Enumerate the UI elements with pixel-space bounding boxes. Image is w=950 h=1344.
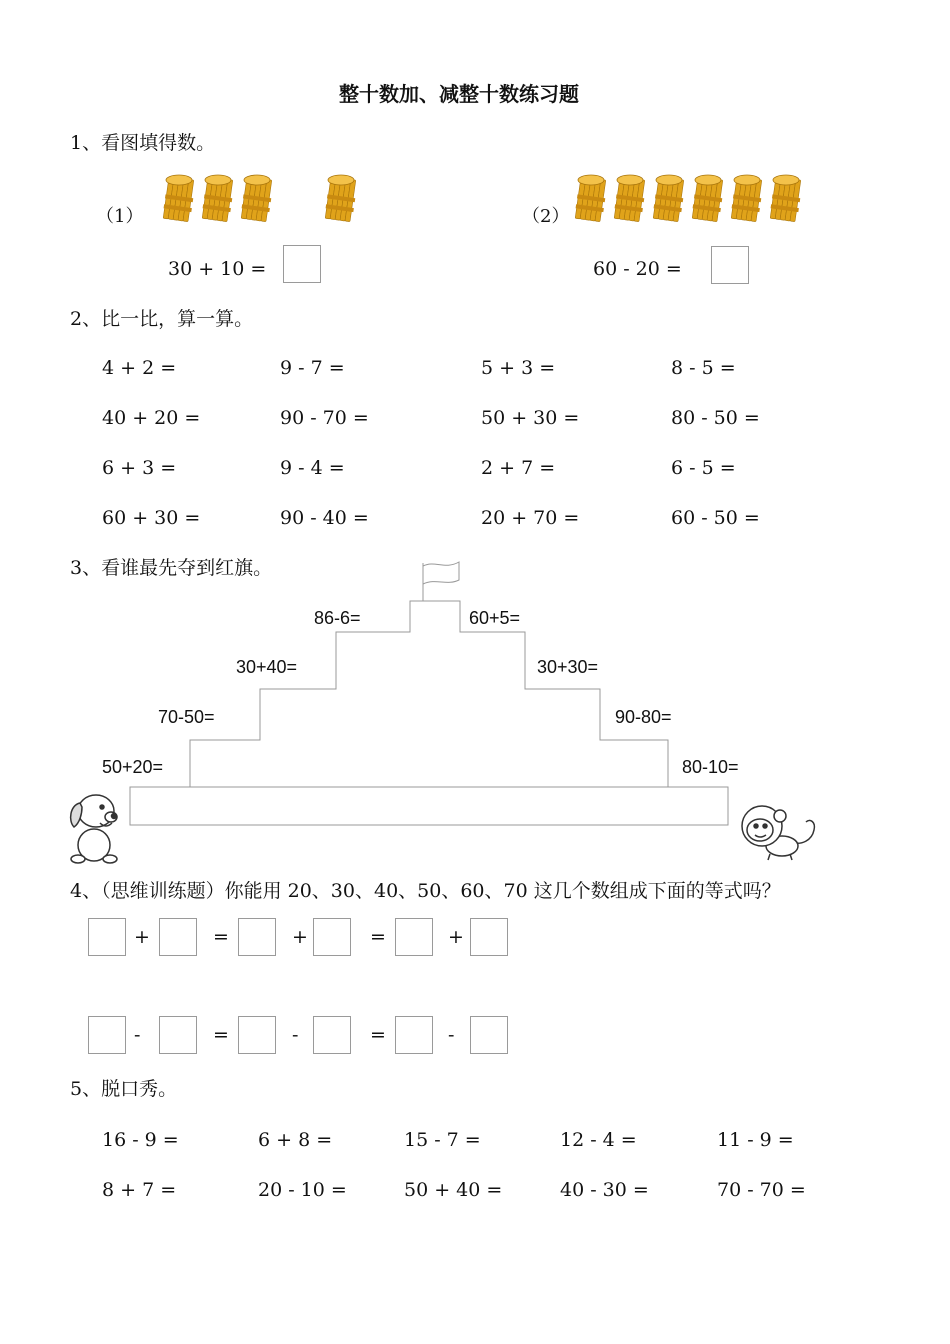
right-step-1: 80-10= xyxy=(682,757,739,777)
equals-sign: = xyxy=(370,1024,386,1046)
answer-box[interactable] xyxy=(88,918,126,956)
dog-icon xyxy=(64,787,124,867)
answer-box[interactable] xyxy=(470,1016,508,1054)
equation: 40 - 30 = xyxy=(560,1179,649,1201)
monkey-icon xyxy=(740,802,824,862)
item1-equation: 30 + 10 = xyxy=(168,258,267,280)
operator: - xyxy=(292,1024,299,1046)
equation: 2 + 7 = xyxy=(481,457,556,479)
equation: 6 - 5 = xyxy=(671,457,736,479)
equation: 20 - 10 = xyxy=(258,1179,347,1201)
equation: 9 - 4 = xyxy=(280,457,345,479)
equals-sign: = xyxy=(213,926,229,948)
equation: 70 - 70 = xyxy=(717,1179,806,1201)
answer-box[interactable] xyxy=(238,1016,276,1054)
left-step-1: 50+20= xyxy=(102,757,164,777)
right-step-3: 30+30= xyxy=(537,657,599,677)
right-step-2: 90-80= xyxy=(615,707,672,727)
answer-box[interactable] xyxy=(159,1016,197,1054)
answer-box[interactable] xyxy=(88,1016,126,1054)
answer-box[interactable] xyxy=(395,918,433,956)
page-title: 整十数加、减整十数练习题 xyxy=(339,82,579,106)
answer-box[interactable] xyxy=(470,918,508,956)
section3-heading: 3、看谁最先夺到红旗。 xyxy=(70,557,273,579)
equation: 15 - 7 = xyxy=(404,1129,481,1151)
equation: 12 - 4 = xyxy=(560,1129,637,1151)
operator: + xyxy=(292,926,308,948)
equals-sign: = xyxy=(213,1024,229,1046)
equation: 8 - 5 = xyxy=(671,357,736,379)
equation: 8 + 7 = xyxy=(102,1179,177,1201)
section1-heading: 1、看图填得数。 xyxy=(70,132,216,154)
equation: 90 - 70 = xyxy=(280,407,369,429)
stair-base xyxy=(130,787,728,825)
equation: 50 + 40 = xyxy=(404,1179,503,1201)
equation: 16 - 9 = xyxy=(102,1129,179,1151)
left-step-4: 86-6= xyxy=(314,608,361,628)
left-step-2: 70-50= xyxy=(158,707,215,727)
equation: 40 + 20 = xyxy=(102,407,201,429)
right-step-4: 60+5= xyxy=(469,608,521,628)
answer-box[interactable] xyxy=(159,918,197,956)
answer-box[interactable] xyxy=(238,918,276,956)
equation: 6 + 8 = xyxy=(258,1129,333,1151)
equation: 90 - 40 = xyxy=(280,507,369,529)
equation: 4 + 2 = xyxy=(102,357,177,379)
answer-box[interactable] xyxy=(395,1016,433,1054)
section5-heading: 5、脱口秀。 xyxy=(70,1078,178,1100)
item1-label: （1） xyxy=(96,206,144,227)
answer-box[interactable] xyxy=(313,1016,351,1054)
equation: 6 + 3 = xyxy=(102,457,177,479)
equation: 9 - 7 = xyxy=(280,357,345,379)
equation: 60 - 50 = xyxy=(671,507,760,529)
operator: - xyxy=(134,1024,141,1046)
section4-heading: 4、（思维训练题）你能用 20、30、40、50、60、70 这几个数组成下面的等式吗？ xyxy=(70,880,781,902)
equation: 11 - 9 = xyxy=(717,1129,794,1151)
stair-outline xyxy=(190,601,668,787)
answer-box[interactable] xyxy=(313,918,351,956)
operator: - xyxy=(448,1024,455,1046)
operator: + xyxy=(448,926,464,948)
item2-label: （2） xyxy=(522,206,570,227)
equation: 5 + 3 = xyxy=(481,357,556,379)
equation: 20 + 70 = xyxy=(481,507,580,529)
equation: 50 + 30 = xyxy=(481,407,580,429)
equation: 80 - 50 = xyxy=(671,407,760,429)
equals-sign: = xyxy=(370,926,386,948)
item2-equation: 60 - 20 = xyxy=(593,258,682,280)
left-step-3: 30+40= xyxy=(236,657,298,677)
flag xyxy=(423,562,459,584)
operator: + xyxy=(134,926,150,948)
section2-heading: 2、比一比，算一算。 xyxy=(70,308,254,330)
equation: 60 + 30 = xyxy=(102,507,201,529)
